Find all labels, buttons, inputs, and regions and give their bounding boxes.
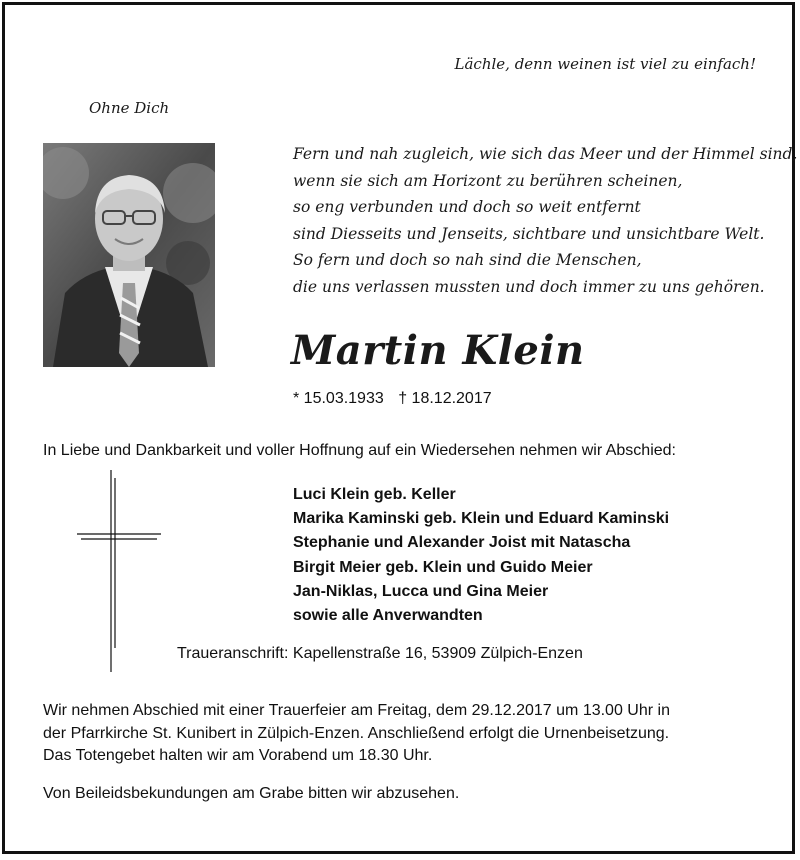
motto: Lächle, denn weinen ist viel zu einfach! (454, 55, 756, 73)
poem-line: so eng verbunden und doch so weit entfernt (293, 198, 641, 216)
life-dates (293, 390, 502, 408)
mourner: sowie alle Anverwandten (293, 607, 483, 625)
mourner: Stephanie und Alexander Joist mit Natascha (293, 534, 631, 552)
mourner: Birgit Meier geb. Klein und Guido Meier (293, 558, 593, 576)
ceremony-line: Das Totengebet halten wir am Vorabend um 18.30 Uhr. (43, 747, 433, 764)
birth-date: * 15.03.1933 (293, 390, 384, 407)
dedication: Ohne Dich (89, 99, 170, 117)
ceremony-line: der Pfarrkirche St. Kunibert in Zülpich-Enzen. Anschließend erfolgt die Urnenbeisetzung. (43, 724, 670, 742)
mourning-address: Traueranschrift: Kapellenstraße 16, 53909 Zülpich-Enzen (177, 645, 583, 662)
poem-line: die uns verlassen mussten und doch immer zu uns gehören. (293, 277, 765, 296)
poem-line: Fern und nah zugleich, wie sich das Meer und der Himmel sind, (293, 145, 798, 163)
ceremony-info (43, 700, 670, 768)
mourner: Luci Klein geb. Keller (293, 486, 456, 503)
deceased-name: Martin Klein (291, 327, 585, 374)
portrait-photo (43, 143, 215, 367)
poem-line: sind Diesseits und Jenseits, sichtbare und unsichtbare Welt. (293, 224, 765, 243)
obituary-frame (2, 2, 798, 854)
poem-line: So fern und doch so nah sind die Menschen, (293, 251, 642, 269)
mourners-list (293, 483, 669, 628)
poem-line: wenn sie sich am Horizont zu berühren scheinen, (293, 171, 683, 190)
death-date: † 18.12.2017 (398, 390, 492, 407)
mourner: Jan-Niklas, Lucca und Gina Meier (293, 582, 549, 600)
farewell-intro: In Liebe und Dankbarkeit und voller Hoffnung auf ein Wiedersehen nehmen wir Abschied: (43, 442, 676, 459)
cross-icon (75, 470, 165, 672)
portrait-photo-icon (43, 143, 215, 367)
closing-note: Von Beileidsbekundungen am Grabe bitten wir abzusehen. (43, 785, 460, 802)
mourner: Marika Kaminski geb. Klein und Eduard Kaminski (293, 510, 670, 528)
poem (293, 141, 797, 300)
ceremony-line: Wir nehmen Abschied mit einer Trauerfeier am Freitag, dem 29.12.2017 um 13.00 Uhr in (43, 702, 670, 719)
